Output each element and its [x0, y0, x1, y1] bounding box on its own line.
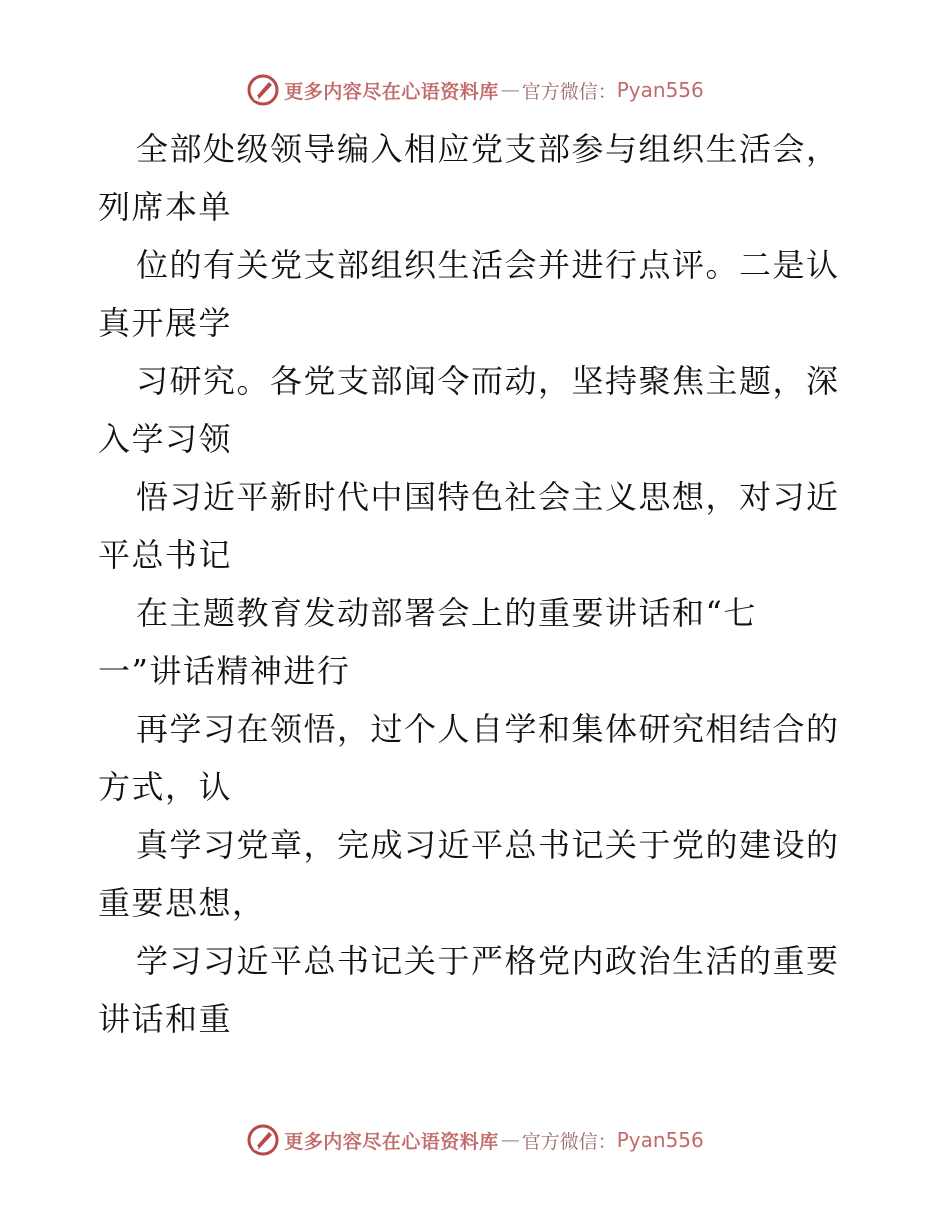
paragraph: [98, 932, 888, 1048]
paragraph: [98, 236, 888, 352]
paragraph-line: 位的有关党支部组织生活会并进行点评。二是认: [136, 246, 840, 284]
banner-dash: —: [500, 1129, 520, 1151]
banner-dash: —: [500, 79, 520, 101]
pen-logo-icon: [246, 73, 280, 107]
paragraph-line: 列席本单: [98, 188, 233, 226]
banner-site-name: 更多内容尽在心语资料库: [284, 80, 499, 103]
paragraph: [98, 584, 888, 700]
paragraph-line: 讲话和重: [98, 1000, 233, 1038]
banner-site-name: 更多内容尽在心语资料库: [284, 1130, 499, 1153]
paragraph-line: 悟习近平新时代中国特色社会主义思想，对习近: [136, 478, 840, 516]
paragraph-line: 重要思想，: [98, 884, 266, 922]
paragraph-line: 一”讲话精神进行: [98, 652, 351, 690]
paragraph-line: 在主题教育发动部署会上的重要讲话和“七: [136, 594, 757, 632]
banner-wechat-id: Pyan556: [616, 1128, 704, 1152]
paragraph-line: 方式，认: [98, 768, 233, 806]
paragraph: [98, 120, 888, 236]
paragraph: [98, 816, 888, 932]
paragraph: [98, 700, 888, 816]
banner-wechat-label: 官方微信：: [521, 1130, 617, 1153]
document-body: [98, 120, 888, 1048]
paragraph-line: 学习习近平总书记关于严格党内政治生活的重要: [136, 942, 840, 980]
banner-wechat-id: Pyan556: [616, 78, 704, 102]
paragraph-line: 真开展学: [98, 304, 233, 342]
paragraph-line: 入学习领: [98, 420, 233, 458]
paragraph-line: 真学习党章，完成习近平总书记关于党的建设的: [136, 826, 840, 864]
paragraph: [98, 352, 888, 468]
footer-banner: [0, 1120, 950, 1160]
header-banner: [0, 70, 950, 110]
paragraph-line: 平总书记: [98, 536, 233, 574]
paragraph-line: 全部处级领导编入相应党支部参与组织生活会，: [136, 130, 840, 168]
paragraph-line: 习研究。各党支部闻令而动，坚持聚焦主题，深: [136, 362, 840, 400]
paragraph: [98, 468, 888, 584]
pen-logo-icon: [246, 1123, 280, 1157]
paragraph-line: 再学习在领悟，过个人自学和集体研究相结合的: [136, 710, 840, 748]
banner-wechat-label: 官方微信：: [521, 80, 617, 103]
